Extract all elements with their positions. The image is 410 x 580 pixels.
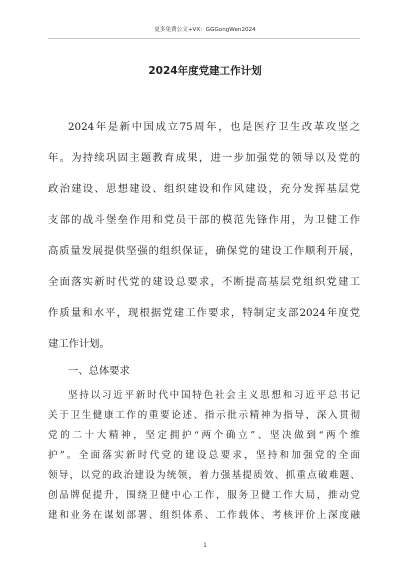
section-heading: 一、总体要求 bbox=[68, 365, 130, 377]
paragraph-line: 坚持以习近平新时代中国特色社会主义思想和习近平总书记 bbox=[68, 390, 360, 401]
header-note: 更多免费公文+VX：GGGongWen2024 bbox=[154, 27, 256, 33]
header-rule bbox=[48, 38, 360, 39]
paragraph-line: 全面落实新时代党的建设总要求，不断提高基层党组织党建工 bbox=[48, 276, 360, 288]
paragraph-line: 年。为持续巩固主题教育成果，进一步加强党的领导以及党的 bbox=[48, 152, 360, 164]
page-number: 1 bbox=[203, 542, 207, 549]
paragraph-line: 党的二十大精神，坚定拥护“两个确立”、坚决做到“两个维 bbox=[48, 430, 360, 441]
document-title: 2024年度党建工作计划 bbox=[148, 65, 262, 77]
paragraph-line: 支部的战斗堡垒作用和党员干部的模范先锋作用，为卫健工作 bbox=[48, 214, 360, 226]
paragraph-line: 护”。全面落实新时代党的建设总要求，坚持和加强党的全面 bbox=[48, 450, 360, 461]
paragraph-line: 领导，以党的政治建设为统领，着力强基提质效、抓重点破难题、 bbox=[48, 470, 360, 481]
paragraph-line: 关于卫生健康工作的重要论述、指示批示精神为指导，深入贯彻 bbox=[48, 410, 360, 421]
paragraph-line: 建和业务在谋划部署、组织体系、工作载体、考核评价上深度融 bbox=[48, 510, 360, 521]
paragraph-line: 2024年是新中国成立75周年，也是医疗卫生改革攻坚之 bbox=[68, 121, 360, 133]
paragraph-line: 创品牌促提升，围绕卫健中心工作，服务卫健工作大局，推动党 bbox=[48, 490, 360, 501]
paragraph-line: 作质量和水平，现根据党建工作要求，特制定支部2024年度党 bbox=[48, 307, 360, 319]
paragraph-line: 政治建设、思想建设、组织建设和作风建设，充分发挥基层党 bbox=[48, 183, 360, 195]
paragraph-line: 建工作计划。 bbox=[48, 338, 110, 350]
paragraph-line: 高质量发展提供坚强的组织保证，确保党的建设工作顺利开展， bbox=[48, 245, 360, 257]
